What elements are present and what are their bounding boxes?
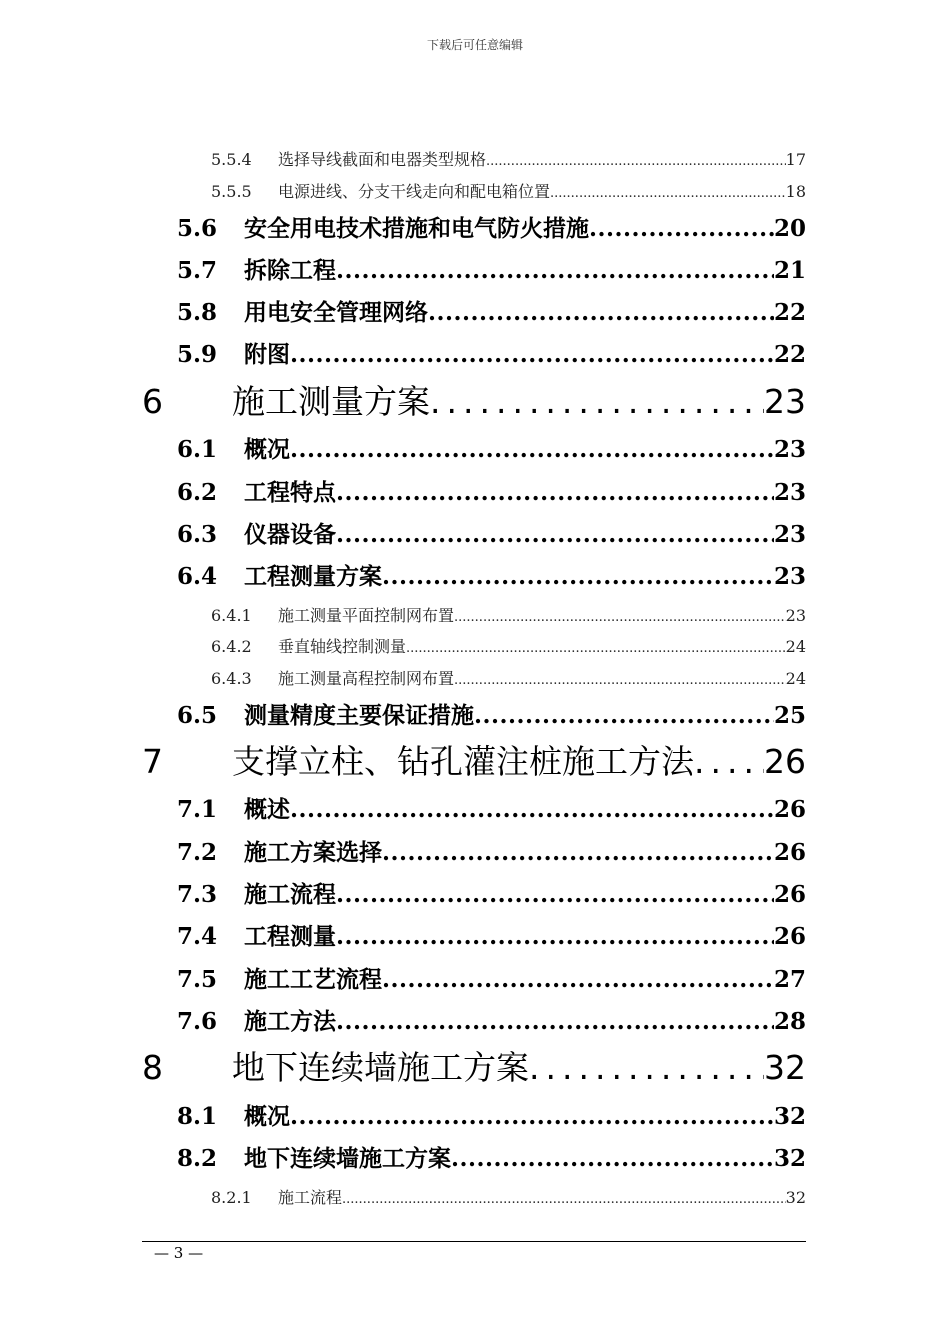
toc-entry-title: 概述 [244,796,290,823]
toc-entry-page: 32 [764,1048,806,1087]
toc-dot-leader [529,1048,764,1087]
toc-dot-leader [486,154,786,169]
toc-entry-number: 6.4.2 [211,637,252,656]
toc-entry-number: 7.1 [177,796,218,823]
toc-dot-leader [428,299,774,326]
toc-dot-leader [336,923,774,950]
toc-entry-page: 22 [773,299,806,326]
toc-entry-page: 27 [773,966,806,993]
toc-dot-leader [430,382,764,421]
toc-dot-leader [589,215,774,242]
toc-dot-leader [451,1145,774,1172]
toc-dot-leader [342,1192,786,1207]
toc-dot-leader [336,521,774,548]
toc-entry-page: 24 [785,637,806,656]
toc-entry-number: 6.4 [177,563,218,590]
toc-entry-title: 安全用电技术措施和电气防火措施 [244,215,589,242]
toc-entry[interactable] [177,961,806,994]
toc-entry-title: 附图 [244,341,290,368]
toc-entry-number: 5.8 [177,299,218,326]
toc-entry-title: 工程测量方案 [244,563,382,590]
toc-entry-title: 地下连续墙施工方案 [244,1145,451,1172]
toc-entry[interactable] [177,252,806,285]
toc-entry[interactable] [211,603,806,626]
toc-chapter-entry[interactable] [142,1042,806,1089]
toc-entry-page: 25 [773,702,806,729]
toc-entry-page: 28 [773,1008,806,1035]
toc-entry[interactable] [177,431,806,464]
toc-entry-title: 施工流程 [278,1188,343,1207]
toc-entry-number: 8.2 [177,1145,218,1172]
toc-entry-number: 7.3 [177,881,218,908]
toc-entry-number: 5.7 [177,257,218,284]
toc-entry-page: 23 [773,479,806,506]
toc-entry-number: 5.6 [177,215,218,242]
toc-entry[interactable] [177,474,806,507]
toc-entry-title: 施工流程 [244,881,336,908]
toc-entry-number: 6.5 [177,702,218,729]
toc-entry-title: 施工方法 [244,1008,336,1035]
toc-entry-title: 仪器设备 [244,521,336,548]
toc-entry-title: 垂直轴线控制测量 [278,637,407,656]
page-number: — 3 — [154,1244,204,1262]
toc-entry-page: 26 [773,796,806,823]
toc-entry-number: 7.4 [177,923,218,950]
toc-entry-page: 26 [773,923,806,950]
toc-entry-title: 施工测量方案 [232,382,430,421]
toc-entry-page: 26 [773,839,806,866]
toc-entry-number: 8.1 [177,1103,218,1130]
toc-entry-page: 23 [773,563,806,590]
toc-entry-number: 6.4.1 [211,606,252,625]
toc-entry-page: 23 [764,382,806,421]
toc-entry-number: 5.5.5 [211,182,252,201]
toc-dot-leader [290,436,774,463]
toc-entry-number: 7.5 [177,966,218,993]
toc-entry[interactable] [211,179,806,202]
toc-entry-number: 5.9 [177,341,218,368]
toc-entry-number: 8.2.1 [211,1188,252,1207]
toc-entry-number: 6.3 [177,521,218,548]
toc-dot-leader [382,563,774,590]
toc-entry-number: 6 [142,382,163,421]
toc-entry-title: 拆除工程 [244,257,336,284]
toc-entry-page: 32 [785,1188,806,1207]
toc-dot-leader [336,1008,774,1035]
toc-entry-title: 地下连续墙施工方案 [232,1048,529,1087]
toc-entry[interactable] [211,666,806,689]
toc-entry[interactable] [211,634,806,657]
toc-dot-leader [694,742,764,781]
toc-dot-leader [290,796,774,823]
toc-dot-leader [336,479,774,506]
toc-entry[interactable] [177,1098,806,1131]
toc-entry[interactable] [177,294,806,327]
toc-entry-title: 支撑立柱、钻孔灌注桩施工方法 [232,742,694,781]
toc-dot-leader [454,610,786,625]
toc-entry-title: 概况 [244,1103,290,1130]
toc-entry-title: 施工测量平面控制网布置 [278,606,455,625]
toc-entry-page: 26 [773,881,806,908]
toc-entry[interactable] [177,336,806,369]
toc-entry[interactable] [211,1185,806,1208]
toc-entry[interactable] [177,1140,806,1173]
toc-entry[interactable] [177,918,806,951]
toc-entry-page: 32 [773,1103,806,1130]
toc-entry-page: 21 [773,257,806,284]
toc-dot-leader [382,966,774,993]
toc-entry[interactable] [177,516,806,549]
toc-entry-title: 概况 [244,436,290,463]
toc-entry-page: 32 [773,1145,806,1172]
toc-dot-leader [336,881,774,908]
toc-entry[interactable] [177,834,806,867]
toc-dot-leader [550,186,786,201]
toc-dot-leader [474,702,774,729]
toc-entry-number: 6.1 [177,436,218,463]
toc-entry-title: 施工工艺流程 [244,966,382,993]
toc-entry-title: 选择导线截面和电器类型规格 [278,150,487,169]
toc-chapter-entry[interactable] [142,736,806,783]
toc-dot-leader [406,641,786,656]
toc-entry[interactable] [177,791,806,824]
toc-entry-page: 17 [785,150,806,169]
toc-entry-page: 23 [773,521,806,548]
toc-entry-title: 测量精度主要保证措施 [244,702,474,729]
toc-entry-number: 6.2 [177,479,218,506]
toc-entry-title: 施工测量高程控制网布置 [278,669,455,688]
toc-entry-page: 23 [785,606,806,625]
toc-entry[interactable] [177,876,806,909]
header-note: 下载后可任意编辑 [426,38,523,52]
toc-entry-title: 工程测量 [244,923,336,950]
toc-dot-leader [454,673,786,688]
toc-entry-page: 20 [773,215,806,242]
toc-entry-number: 7 [142,742,163,781]
toc-entry-page: 18 [785,182,806,201]
toc-dot-leader [290,1103,774,1130]
toc-entry-number: 5.5.4 [211,150,252,169]
toc-entry[interactable] [177,210,806,243]
footer-divider [142,1241,806,1242]
toc-dot-leader [290,341,774,368]
toc-entry-page: 23 [773,436,806,463]
toc-dot-leader [336,257,774,284]
toc-entry-title: 电源进线、分支干线走向和配电箱位置 [278,182,551,201]
toc-entry-number: 8 [142,1048,163,1087]
toc-entry-page: 26 [764,742,806,781]
toc-entry-page: 22 [773,341,806,368]
toc-entry[interactable] [211,147,806,170]
toc-entry-title: 工程特点 [244,479,336,506]
toc-entry[interactable] [177,1003,806,1036]
toc-entry-title: 施工方案选择 [244,839,382,866]
toc-chapter-entry[interactable] [142,376,806,423]
toc-entry-page: 24 [785,669,806,688]
toc-entry[interactable] [177,558,806,591]
toc-entry[interactable] [177,697,806,730]
toc-entry-number: 6.4.3 [211,669,252,688]
toc-entry-title: 用电安全管理网络 [244,299,428,326]
toc-dot-leader [382,839,774,866]
toc-entry-number: 7.6 [177,1008,218,1035]
toc-entry-number: 7.2 [177,839,218,866]
